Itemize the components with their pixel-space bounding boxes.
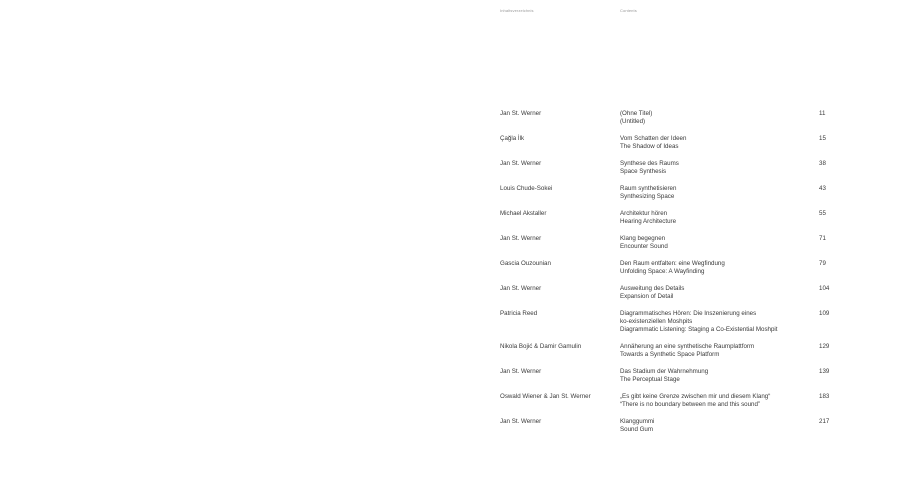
toc-title-line: Diagrammatisches Hören: Die Inszenierung eines bbox=[620, 309, 757, 317]
toc-page-number: 71 bbox=[819, 234, 826, 242]
toc-titles bbox=[620, 160, 816, 177]
toc-titles bbox=[620, 285, 816, 302]
toc-page-number: 79 bbox=[819, 259, 826, 267]
toc-title-line: Annäherung an eine synthetische Raumplattform bbox=[620, 342, 755, 350]
toc-entry bbox=[500, 185, 840, 202]
toc-title-line: Synthese des Raums bbox=[620, 159, 679, 167]
toc-title-line: ko-existenziellen Moshpits bbox=[620, 318, 693, 326]
toc-page-number: 104 bbox=[819, 284, 830, 292]
toc-titles bbox=[620, 343, 816, 360]
toc-entry bbox=[500, 368, 840, 385]
toc-title-line: The Shadow of Ideas bbox=[620, 143, 679, 151]
toc-author: Oswald Wiener & Jan St. Werner bbox=[500, 392, 591, 400]
toc-titles bbox=[620, 210, 816, 227]
toc-title-line: Towards a Synthetic Space Platform bbox=[620, 351, 720, 359]
toc-titles bbox=[620, 235, 816, 252]
toc-page-number: 43 bbox=[819, 184, 826, 192]
toc-title-line: Vom Schatten der Ideen bbox=[620, 134, 687, 142]
toc-entry bbox=[500, 110, 840, 127]
toc-title-line: The Perceptual Stage bbox=[620, 376, 680, 384]
toc-entry bbox=[500, 418, 840, 435]
toc-titles bbox=[620, 393, 816, 410]
toc-titles bbox=[620, 110, 816, 127]
toc-titles bbox=[620, 185, 816, 202]
running-head-english: Contents bbox=[620, 8, 637, 13]
toc-author: Jan St. Werner bbox=[500, 367, 542, 375]
toc-title-line: „Es gibt keine Grenze zwischen mir und diesem Klang“ bbox=[620, 392, 771, 400]
toc-title-line: Hearing Architecture bbox=[620, 218, 677, 226]
toc-entry bbox=[500, 160, 840, 177]
toc-title-line: “There is no boundary between me and this sound” bbox=[620, 401, 760, 409]
toc-entry bbox=[500, 260, 840, 277]
toc-title-line: Klang begegnen bbox=[620, 234, 666, 242]
toc-titles bbox=[620, 260, 816, 277]
toc-entry bbox=[500, 135, 840, 152]
toc-page-number: 183 bbox=[819, 392, 830, 400]
toc-page-number: 139 bbox=[819, 367, 830, 375]
toc-title-line: Raum synthetisieren bbox=[620, 184, 677, 192]
toc-page-number: 11 bbox=[819, 110, 826, 117]
toc-page-number: 109 bbox=[819, 309, 830, 317]
toc-author: Louis Chude-Sokei bbox=[500, 184, 553, 192]
toc-title-line: Space Synthesis bbox=[620, 168, 667, 176]
toc-page-number: 15 bbox=[819, 134, 826, 142]
toc-author: Nikola Bojić & Damir Gamulin bbox=[500, 342, 582, 350]
toc-author: Jan St. Werner bbox=[500, 234, 542, 242]
toc-title-line: Encounter Sound bbox=[620, 243, 668, 251]
toc-title-line: Den Raum entfalten: eine Wegfindung bbox=[620, 259, 725, 267]
toc-titles bbox=[620, 368, 816, 385]
toc-entry bbox=[500, 310, 840, 335]
toc-title-line: Diagrammatic Listening: Staging a Co-Existential Moshpit bbox=[620, 326, 778, 334]
toc-author: Jan St. Werner bbox=[500, 110, 542, 117]
toc-title-line: (Untitled) bbox=[620, 118, 646, 126]
toc-author: Jan St. Werner bbox=[500, 159, 542, 167]
toc-page-number: 38 bbox=[819, 159, 826, 167]
toc-title-line: Sound Gum bbox=[620, 426, 654, 434]
toc-author: Patricia Reed bbox=[500, 309, 538, 317]
toc-author: Gascia Ouzounian bbox=[500, 259, 551, 267]
toc-titles bbox=[620, 135, 816, 152]
toc-titles bbox=[620, 310, 816, 335]
toc-entry bbox=[500, 343, 840, 360]
toc-entry bbox=[500, 285, 840, 302]
toc-title-line: (Ohne Titel) bbox=[620, 110, 653, 117]
toc-entry bbox=[500, 235, 840, 252]
toc-title-line: Architektur hören bbox=[620, 209, 668, 217]
toc-page-number: 217 bbox=[819, 417, 830, 425]
toc-title-line: Unfolding Space: A Wayfinding bbox=[620, 268, 705, 276]
toc-titles bbox=[620, 418, 816, 435]
toc-page-number: 55 bbox=[819, 209, 826, 217]
toc-title-line: Synthesizing Space bbox=[620, 193, 675, 201]
toc-entry bbox=[500, 393, 840, 410]
toc-page-number: 129 bbox=[819, 342, 830, 350]
table-of-contents bbox=[500, 110, 840, 443]
toc-author: Michael Akstaller bbox=[500, 209, 547, 217]
toc-title-line: Expansion of Detail bbox=[620, 293, 674, 301]
toc-title-line: Ausweitung des Details bbox=[620, 284, 685, 292]
toc-author: Jan St. Werner bbox=[500, 284, 542, 292]
running-head-german: Inhaltsverzeichnis bbox=[500, 8, 534, 13]
toc-author: Çağla İlk bbox=[500, 134, 525, 142]
toc-entry bbox=[500, 210, 840, 227]
toc-title-line: Das Stadium der Wahrnehmung bbox=[620, 367, 709, 375]
toc-author: Jan St. Werner bbox=[500, 417, 542, 425]
toc-title-line: Klanggummi bbox=[620, 417, 655, 425]
